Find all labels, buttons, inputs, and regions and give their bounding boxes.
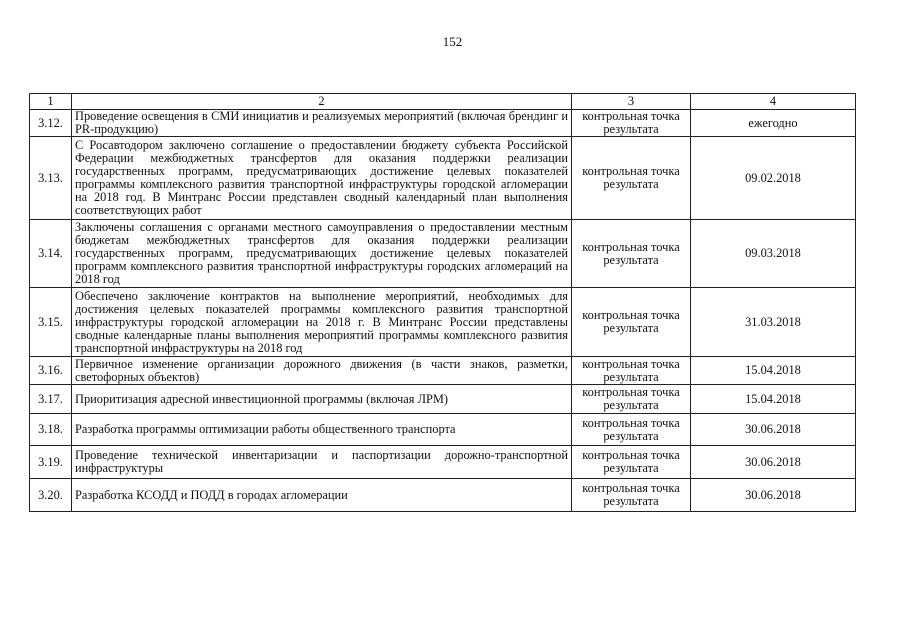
row-description: Проведение технической инвентаризации и паспортизации дорожно-транспортной инфраструктуры: [72, 446, 572, 479]
row-status: контрольная точка результата: [572, 479, 691, 512]
table-row: [30, 479, 856, 512]
column-header: 4: [691, 94, 856, 110]
row-number: 3.14.: [30, 220, 72, 288]
row-number: 3.15.: [30, 288, 72, 357]
column-header: 1: [30, 94, 72, 110]
row-status: контрольная точка результата: [572, 137, 691, 220]
row-deadline: 15.04.2018: [691, 357, 856, 385]
row-deadline: 31.03.2018: [691, 288, 856, 357]
table-header-row: [30, 94, 856, 110]
row-deadline: 09.02.2018: [691, 137, 856, 220]
row-description: Проведение освещения в СМИ инициатив и реализуемых мероприятий (включая брендинг и PR-продукцию): [72, 110, 572, 137]
table-row: [30, 446, 856, 479]
plan-table: [29, 93, 856, 512]
table-row: [30, 357, 856, 385]
row-number: 3.19.: [30, 446, 72, 479]
row-deadline: 30.06.2018: [691, 446, 856, 479]
row-status: контрольная точка результата: [572, 110, 691, 137]
row-status: контрольная точка результата: [572, 288, 691, 357]
table-row: [30, 288, 856, 357]
row-deadline: 30.06.2018: [691, 479, 856, 512]
row-number: 3.18.: [30, 414, 72, 446]
table-row: [30, 414, 856, 446]
row-deadline: 15.04.2018: [691, 385, 856, 414]
row-number: 3.17.: [30, 385, 72, 414]
row-number: 3.16.: [30, 357, 72, 385]
row-deadline: 09.03.2018: [691, 220, 856, 288]
row-deadline: ежегодно: [691, 110, 856, 137]
row-description: Первичное изменение организации дорожного движения (в части знаков, разметки, светофорных объектов): [72, 357, 572, 385]
row-description: Заключены соглашения с органами местного самоуправления о предоставлении местным бюджетам межбюджетных трансфертов для оказания поддержки реализации государственных программ, предусматривающих достижение целевых показателей программ комплексного развития транспортной инфраструктуры городских агломераций на 2018 год: [72, 220, 572, 288]
table-row: [30, 385, 856, 414]
row-status: контрольная точка результата: [572, 357, 691, 385]
row-description: С Росавтодором заключено соглашение о предоставлении бюджету субъекта Российской Федерации межбюджетных трансфертов для оказания поддержки реализации государственных программ, предусматривающих достижение целевых показателей программы комплексного развития транспортной инфраструктуры городской агломерации на 2018 год. В Минтранс России представлен сводный календарный план выполнения соответствующих работ: [72, 137, 572, 220]
row-status: контрольная точка результата: [572, 220, 691, 288]
row-number: 3.12.: [30, 110, 72, 137]
table-row: [30, 137, 856, 220]
row-status: контрольная точка результата: [572, 385, 691, 414]
row-description: Разработка КСОДД и ПОДД в городах агломерации: [72, 479, 572, 512]
row-number: 3.13.: [30, 137, 72, 220]
row-description: Приоритизация адресной инвестиционной программы (включая ЛРМ): [72, 385, 572, 414]
table-row: [30, 110, 856, 137]
table-row: [30, 220, 856, 288]
row-number: 3.20.: [30, 479, 72, 512]
page-number: 152: [442, 34, 463, 49]
row-description: Обеспечено заключение контрактов на выполнение мероприятий, необходимых для достижения целевых показателей программы комплексного развития транспортной инфраструктуры городской агломерации на 2018 г. В Минтранс России представлены сводные календарные планы выполнения мероприятий программы комплексного развития транспортной инфраструктуры на 2018 год: [72, 288, 572, 357]
row-status: контрольная точка результата: [572, 446, 691, 479]
column-header: 3: [572, 94, 691, 110]
row-description: Разработка программы оптимизации работы общественного транспорта: [72, 414, 572, 446]
column-header: 2: [72, 94, 572, 110]
row-status: контрольная точка результата: [572, 414, 691, 446]
row-deadline: 30.06.2018: [691, 414, 856, 446]
